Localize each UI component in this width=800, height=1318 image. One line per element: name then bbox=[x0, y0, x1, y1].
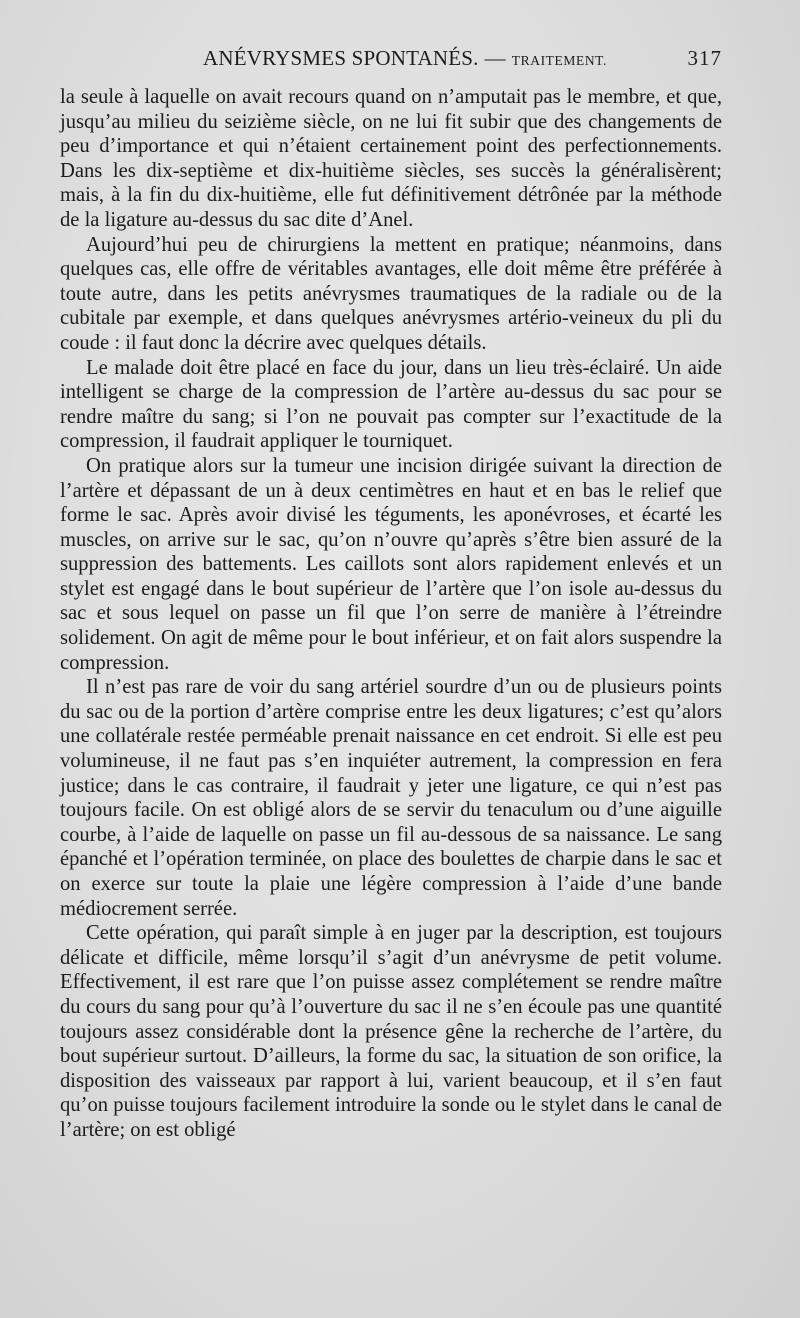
page-number: 317 bbox=[687, 46, 722, 70]
paragraph: Il n’est pas rare de voir du sang artériel sourdre d’un ou de plusieurs points du sac ou de la portion d’artère comprise entre les deux ligatures; c’est qu’alors une collatérale restée perméable prenait naissance en cet endroit. Si elle est peu volumineuse, il ne faut pas s’en inquiéter autrement, la compression en fera justice; dans le cas contraire, il faudrait y jeter une ligature, ce qui n’est pas toujours facile. On est obligé alors de se servir du tenaculum ou d’une aiguille courbe, à l’aide de laquelle on passe un fil au-dessous de sa naissance. Le sang épanché et l’opération terminée, on place des boulettes de charpie dans le sac et on exerce sur toute la plaie une légère compression à l’aide d’une bande médiocrement serrée. bbox=[60, 676, 722, 920]
page-header bbox=[60, 46, 722, 76]
header-dash: — bbox=[484, 46, 506, 70]
paragraph: la seule à laquelle on avait recours quand on n’amputait pas le membre, et que, jusqu’au milieu du seizième siècle, on ne lui fit subir que des changements de peu d’importance et qui n’étaient certainement point des perfectionnements. Dans les dix-septième et dix-huitième siècles, ses succès la généralisèrent; mais, à la fin du dix-huitième, elle fut définitivement détrônée par la méthode de la ligature au-dessus du sac dite d’Anel. bbox=[60, 86, 722, 231]
running-title: ANÉVRYSMES SPONTANÉS. bbox=[203, 46, 479, 70]
paragraph: On pratique alors sur la tumeur une incision dirigée suivant la direction de l’artère et dépassant de un à deux centimètres en haut et en bas le relief que forme le sac. Après avoir divisé les téguments, les aponévroses, et écarté les muscles, on arrive sur le sac, qu’on n’ouvre qu’après s’être bien assuré de la suppression des battements. Les caillots sont alors rapidement enlevés et un stylet est engagé dans le bout supérieur de l’artère que l’on isole au-dessus du sac et sous lequel on passe un fil que l’on serre de manière à l’étreindre solidement. On agit de même pour le bout inférieur, et on fait alors suspendre la compression. bbox=[60, 454, 722, 674]
paragraph: Aujourd’hui peu de chirurgiens la mettent en pratique; néanmoins, dans quelques cas, elle offre de véritables avantages, elle doit même être préférée à toute autre, dans les petits anévrysmes traumatiques de la radiale ou de la cubitale par exemple, et dans quelques anévrysmes artério-veineux du pli du coude : il faut donc la décrire avec quelques détails. bbox=[60, 233, 722, 354]
running-head bbox=[203, 46, 607, 71]
section-title: TRAITEMENT. bbox=[511, 53, 607, 68]
paragraph: Le malade doit être placé en face du jour, dans un lieu très-éclairé. Un aide intelligent se charge de la compression de l’artère au-dessus du sac pour se rendre maître du sang; si l’on ne pouvait pas compter sur l’exactitude de la compression, il faudrait appliquer le tourniquet. bbox=[60, 356, 722, 453]
paragraph: Cette opération, qui paraît simple à en juger par la description, est toujours délicate et difficile, même lorsqu’il s’agit d’un anévrysme de petit volume. Effectivement, il est rare que l’on puisse assez complétement se rendre maître du cours du sang pour qu’à l’ouverture du sac il ne s’en écoule pas une quantité toujours assez considérable dont la présence gêne la recherche de l’artère, du bout supérieur surtout. D’ailleurs, la forme du sac, la situation de son orifice, la disposition des vaisseaux par rapport à lui, varient beaucoup, et il s’en faut qu’on puisse toujours facilement introduire la sonde ou le stylet dans le canal de l’artère; on est obligé bbox=[60, 922, 722, 1141]
body-text bbox=[60, 85, 722, 1143]
